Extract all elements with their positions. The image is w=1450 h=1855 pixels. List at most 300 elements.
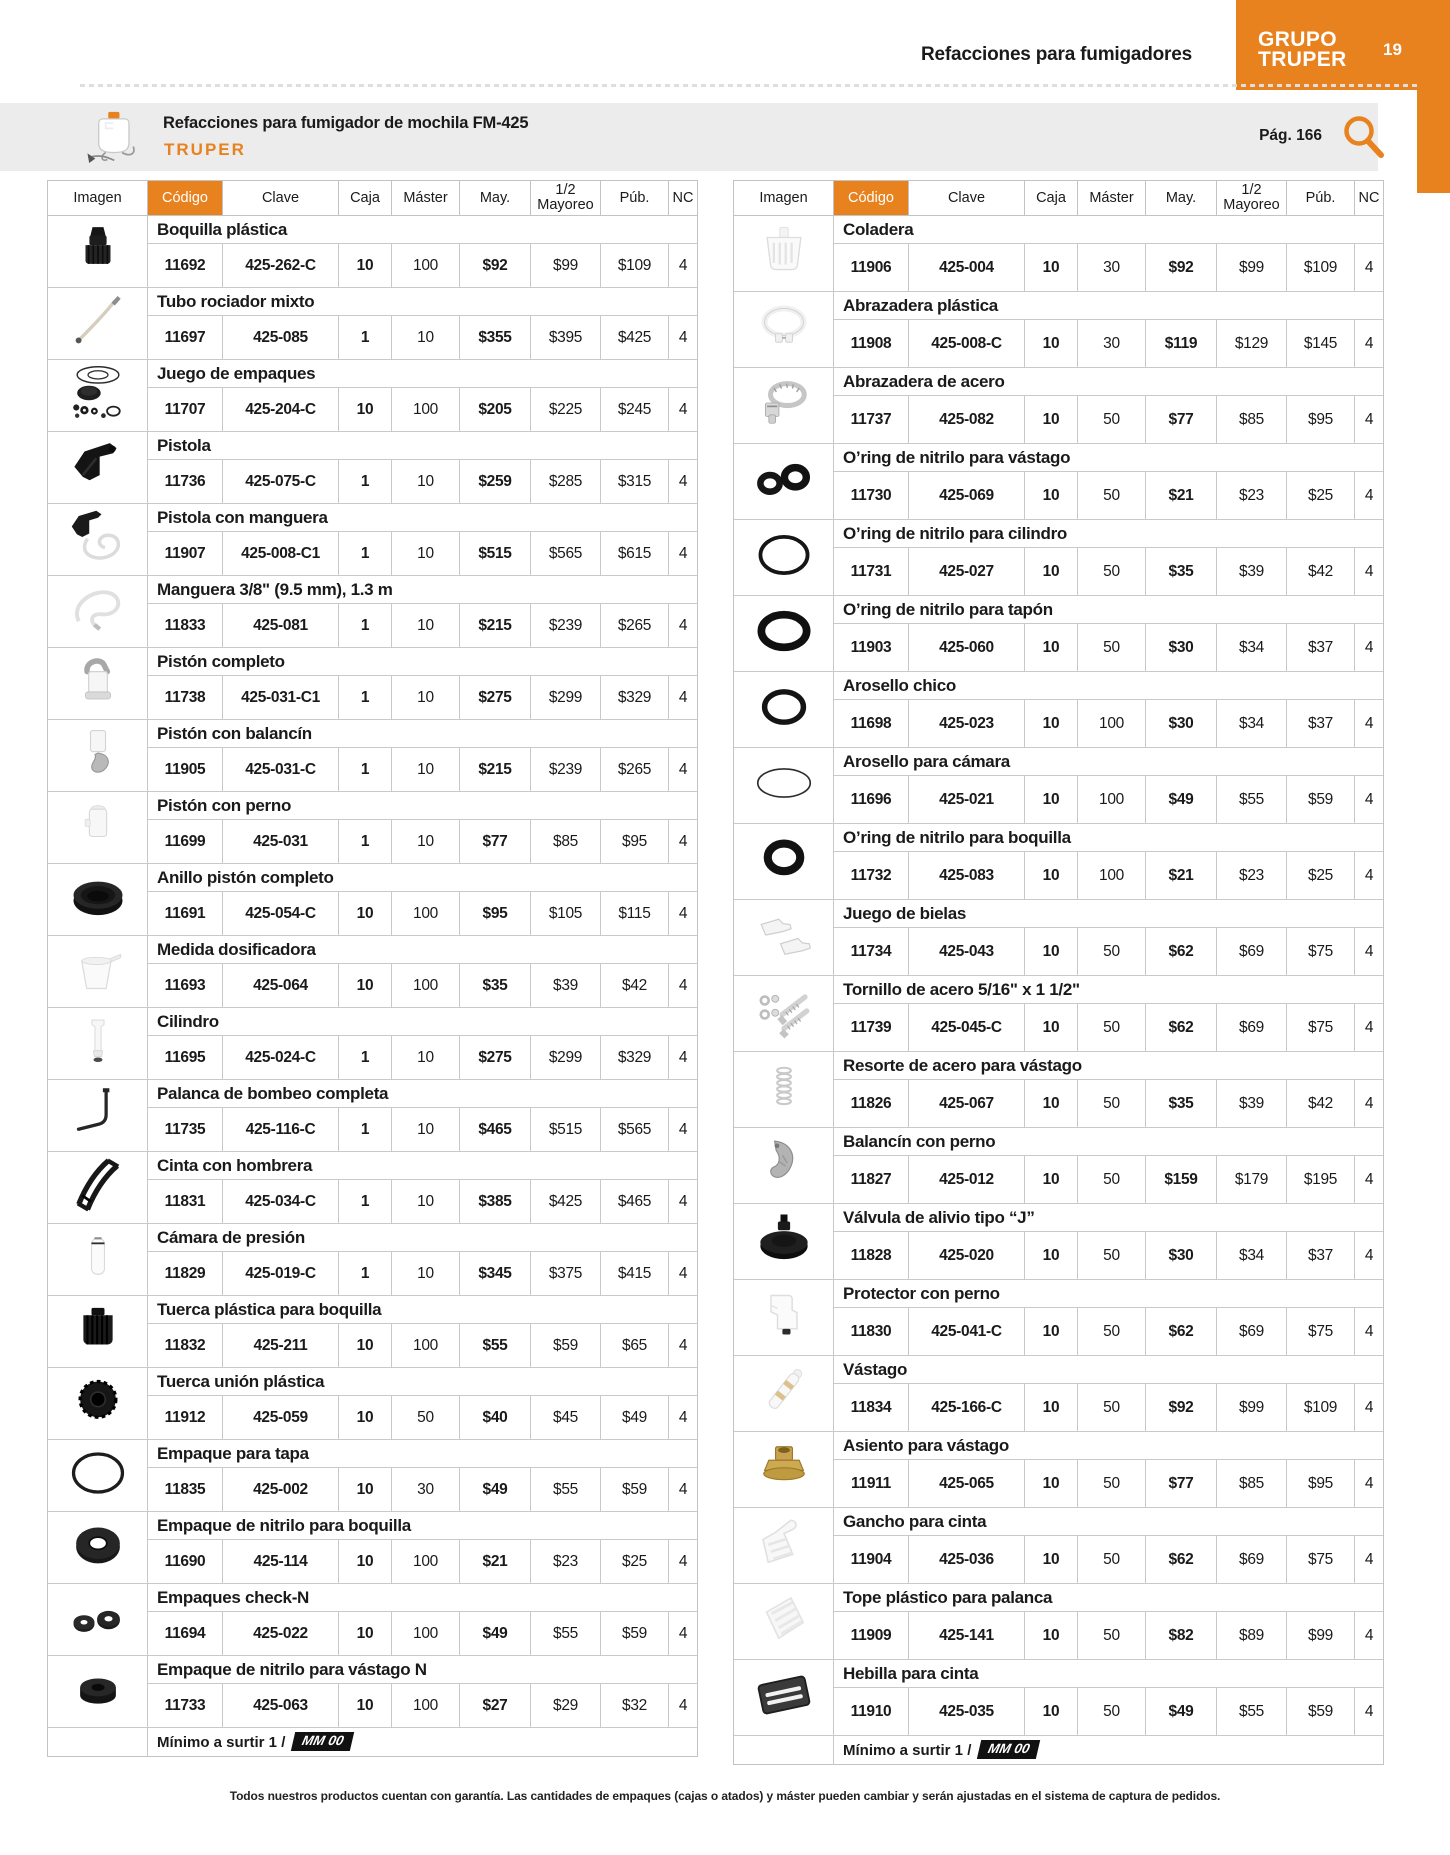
cell-master: 30 xyxy=(392,1468,460,1511)
rocker-arm-icon xyxy=(759,1138,809,1193)
footer-spacer xyxy=(734,1736,834,1764)
product-name: Balancín con perno xyxy=(834,1128,1383,1156)
product-name: Juego de empaques xyxy=(148,360,697,388)
product-data-row xyxy=(148,892,697,935)
table-row xyxy=(734,1052,1383,1128)
mm-badge-text: MM 00 xyxy=(986,1741,1032,1757)
cell-pub: $329 xyxy=(601,1036,669,1079)
table-row xyxy=(48,1584,697,1656)
cell-may: $40 xyxy=(460,1396,531,1439)
product-name: Cámara de presión xyxy=(148,1224,697,1252)
cylinder-icon xyxy=(74,1017,122,1070)
product-name: Tope plástico para palanca xyxy=(834,1584,1383,1612)
cell-code: 11697 xyxy=(148,316,223,359)
cell-master: 10 xyxy=(392,1036,460,1079)
cell-caja: 10 xyxy=(1025,472,1078,519)
cell-master: 100 xyxy=(392,388,460,431)
cell-master: 50 xyxy=(1078,1232,1146,1279)
product-name: O’ring de nitrilo para boquilla xyxy=(834,824,1383,852)
minimum-note-text: Mínimo a surtir 1 / xyxy=(843,1741,972,1759)
cell-may: $30 xyxy=(1146,1232,1217,1279)
table-row xyxy=(734,1356,1383,1432)
cell-mayoreo: $89 xyxy=(1217,1612,1287,1659)
product-image-cell xyxy=(48,360,148,431)
product-data-row xyxy=(834,700,1383,747)
column-header-imagen: Imagen xyxy=(734,181,834,215)
table-row xyxy=(734,1660,1383,1736)
cell-clave: 425-031 xyxy=(223,820,339,863)
product-image-cell xyxy=(734,1052,834,1127)
cell-nc: 4 xyxy=(678,976,688,994)
cell-nc: 4 xyxy=(1364,714,1374,732)
product-data-row xyxy=(834,1308,1383,1355)
product-name: Palanca de bombeo completa xyxy=(148,1080,697,1108)
product-info xyxy=(834,1660,1383,1735)
product-image-cell xyxy=(734,292,834,367)
cell-clave: 425-036 xyxy=(909,1536,1025,1583)
product-image-cell xyxy=(48,1008,148,1079)
product-image-cell xyxy=(734,596,834,671)
cell-master: 10 xyxy=(392,676,460,719)
product-data-row xyxy=(148,1684,697,1727)
cell-caja: 1 xyxy=(339,1108,392,1151)
cell-master: 10 xyxy=(392,460,460,503)
product-name: O’ring de nitrilo para tapón xyxy=(834,596,1383,624)
cell-code: 11833 xyxy=(148,604,223,647)
column-header-p-b: Púb. xyxy=(1287,181,1355,215)
cell-nc: 4 xyxy=(678,328,688,346)
column-header-m-ster: Máster xyxy=(1078,181,1146,215)
banner-brand: TRUPER xyxy=(164,140,246,159)
cell-code: 11690 xyxy=(148,1540,223,1583)
cell-master: 10 xyxy=(392,820,460,863)
gun-hose-icon xyxy=(70,509,126,570)
table-row xyxy=(48,1656,697,1728)
cell-may: $77 xyxy=(460,820,531,863)
cell-caja: 10 xyxy=(339,964,392,1007)
cell-clave: 425-081 xyxy=(223,604,339,647)
product-name: Pistola con manguera xyxy=(148,504,697,532)
stem-gasket-icon xyxy=(72,1663,124,1720)
table-row xyxy=(48,1512,697,1584)
cell-clave: 425-262-C xyxy=(223,244,339,287)
cell-may: $159 xyxy=(1146,1156,1217,1203)
strainer-icon xyxy=(757,224,811,283)
cell-caja: 10 xyxy=(1025,548,1078,595)
cell-caja: 1 xyxy=(339,1252,392,1295)
cell-code: 11911 xyxy=(834,1460,909,1507)
product-name: Tuerca unión plástica xyxy=(148,1368,697,1396)
cell-master: 30 xyxy=(1078,244,1146,291)
cell-pub: $109 xyxy=(601,244,669,287)
product-image-cell xyxy=(734,368,834,443)
product-data-row xyxy=(834,320,1383,367)
cell-master: 100 xyxy=(1078,776,1146,823)
table-row xyxy=(734,672,1383,748)
cell-code: 11695 xyxy=(148,1036,223,1079)
product-data-row xyxy=(148,964,697,1007)
product-name: Pistón con perno xyxy=(148,792,697,820)
strap-hook-icon xyxy=(756,1515,812,1576)
product-image-cell xyxy=(48,1296,148,1367)
product-name: Protector con perno xyxy=(834,1280,1383,1308)
table-row xyxy=(48,216,697,288)
cell-code: 11832 xyxy=(148,1324,223,1367)
cell-mayoreo: $299 xyxy=(531,676,601,719)
cell-code: 11699 xyxy=(148,820,223,863)
cell-clave: 425-060 xyxy=(909,624,1025,671)
column-header-nc: NC xyxy=(1358,189,1380,206)
cell-may: $205 xyxy=(460,388,531,431)
cell-code: 11691 xyxy=(148,892,223,935)
product-image-cell xyxy=(48,792,148,863)
cell-pub: $25 xyxy=(1287,472,1355,519)
cell-caja: 10 xyxy=(339,1540,392,1583)
product-name: Arosello chico xyxy=(834,672,1383,700)
cell-clave: 425-075-C xyxy=(223,460,339,503)
cell-may: $55 xyxy=(460,1324,531,1367)
cell-clave: 425-043 xyxy=(909,928,1025,975)
product-info xyxy=(148,1296,697,1367)
cell-clave: 425-211 xyxy=(223,1324,339,1367)
cell-code: 11907 xyxy=(148,532,223,575)
table-row xyxy=(48,1368,697,1440)
cell-clave: 425-024-C xyxy=(223,1036,339,1079)
column-header-1-2-mayoreo: 1/2 Mayoreo xyxy=(1217,181,1287,215)
cell-nc: 4 xyxy=(678,1696,688,1714)
product-name: Tuerca plástica para boquilla xyxy=(148,1296,697,1324)
product-info xyxy=(148,1512,697,1583)
product-name: Juego de bielas xyxy=(834,900,1383,928)
cell-clave: 425-008-C1 xyxy=(223,532,339,575)
cell-clave: 425-002 xyxy=(223,1468,339,1511)
cell-may: $119 xyxy=(1146,320,1217,367)
page-number: 19 xyxy=(1383,40,1402,59)
magnifier-icon[interactable] xyxy=(1340,113,1386,161)
product-info xyxy=(148,1008,697,1079)
product-info xyxy=(148,1080,697,1151)
cell-pub: $145 xyxy=(1287,320,1355,367)
mm-badge-text: MM 00 xyxy=(300,1733,346,1749)
cell-mayoreo: $105 xyxy=(531,892,601,935)
table-row xyxy=(734,292,1383,368)
cell-pub: $329 xyxy=(601,676,669,719)
cell-pub: $195 xyxy=(1287,1156,1355,1203)
product-data-row xyxy=(148,388,697,431)
guarantee-note: Todos nuestros productos cuentan con garantía. Las cantidades de empaques (cajas o atados) y máster pueden cambiar y serán ajustadas en el sistema de captura de pedidos. xyxy=(229,1789,1221,1803)
cell-master: 50 xyxy=(1078,1688,1146,1735)
cell-mayoreo: $55 xyxy=(1217,1688,1287,1735)
cell-may: $345 xyxy=(460,1252,531,1295)
product-data-row xyxy=(834,1536,1383,1583)
table-row xyxy=(734,216,1383,292)
banner-title: Refacciones para fumigador de mochila FM-425 xyxy=(163,114,529,132)
cell-pub: $42 xyxy=(1287,548,1355,595)
product-data-row xyxy=(148,1396,697,1439)
cell-nc: 4 xyxy=(1364,1322,1374,1340)
product-image-cell xyxy=(734,1584,834,1659)
product-name: O’ring de nitrilo para vástago xyxy=(834,444,1383,472)
table-row xyxy=(48,792,697,864)
product-info xyxy=(148,792,697,863)
cell-code: 11904 xyxy=(834,1536,909,1583)
table-row xyxy=(734,444,1383,520)
cell-pub: $42 xyxy=(601,964,669,1007)
cell-nc: 4 xyxy=(1364,1550,1374,1568)
cell-nc: 4 xyxy=(1364,334,1374,352)
product-image-cell xyxy=(48,1512,148,1583)
cell-clave: 425-023 xyxy=(909,700,1025,747)
piston-pin-icon xyxy=(75,802,121,853)
cell-clave: 425-069 xyxy=(909,472,1025,519)
cell-caja: 1 xyxy=(339,676,392,719)
cell-caja: 10 xyxy=(339,244,392,287)
cell-nc: 4 xyxy=(678,400,688,418)
product-data-row xyxy=(834,1156,1383,1203)
spring-icon xyxy=(762,1059,806,1120)
product-image-cell xyxy=(734,976,834,1051)
cell-nc: 4 xyxy=(1364,790,1374,808)
steel-clamp-icon xyxy=(757,376,811,435)
protector-icon xyxy=(758,1289,810,1346)
pump-lever-icon xyxy=(72,1087,124,1144)
cell-clave: 425-008-C xyxy=(909,320,1025,367)
cell-mayoreo: $39 xyxy=(1217,548,1287,595)
cell-caja: 10 xyxy=(1025,1460,1078,1507)
product-data-row xyxy=(148,676,697,719)
product-image-cell xyxy=(48,216,148,287)
cell-pub: $615 xyxy=(601,532,669,575)
product-data-row xyxy=(148,604,697,647)
cell-clave: 425-141 xyxy=(909,1612,1025,1659)
cell-code: 11735 xyxy=(148,1108,223,1151)
cell-caja: 10 xyxy=(1025,852,1078,899)
small-ring-icon xyxy=(757,680,811,739)
cell-clave: 425-059 xyxy=(223,1396,339,1439)
cell-clave: 425-021 xyxy=(909,776,1025,823)
cell-mayoreo: $55 xyxy=(531,1468,601,1511)
cell-may: $215 xyxy=(460,748,531,791)
cell-code: 11733 xyxy=(148,1684,223,1727)
cell-master: 100 xyxy=(392,1540,460,1583)
cell-caja: 10 xyxy=(1025,1308,1078,1355)
cell-master: 50 xyxy=(1078,624,1146,671)
product-data-row xyxy=(834,1080,1383,1127)
cell-clave: 425-204-C xyxy=(223,388,339,431)
cell-mayoreo: $29 xyxy=(531,1684,601,1727)
cell-master: 10 xyxy=(392,1108,460,1151)
cell-nc: 4 xyxy=(1364,562,1374,580)
cell-nc: 4 xyxy=(678,760,688,778)
table-row xyxy=(734,520,1383,596)
product-image-cell xyxy=(48,1584,148,1655)
product-name: Cilindro xyxy=(148,1008,697,1036)
product-data-row xyxy=(148,1252,697,1295)
cell-clave: 425-004 xyxy=(909,244,1025,291)
column-header-1-2-mayoreo: 1/2 Mayoreo xyxy=(531,181,601,215)
cell-pub: $32 xyxy=(601,1684,669,1727)
cell-may: $92 xyxy=(1146,244,1217,291)
product-name: Abrazadera plástica xyxy=(834,292,1383,320)
cell-clave: 425-020 xyxy=(909,1232,1025,1279)
cell-code: 11903 xyxy=(834,624,909,671)
cell-nc: 4 xyxy=(1364,866,1374,884)
small-orings-icon xyxy=(756,451,812,512)
cell-clave: 425-035 xyxy=(909,1688,1025,1735)
product-info xyxy=(148,504,697,575)
cell-code: 11696 xyxy=(834,776,909,823)
nozzle-oring-icon xyxy=(758,833,810,890)
cell-mayoreo: $45 xyxy=(531,1396,601,1439)
cell-mayoreo: $99 xyxy=(1217,244,1287,291)
product-info xyxy=(148,432,697,503)
cell-pub: $99 xyxy=(1287,1612,1355,1659)
table-row xyxy=(48,720,697,792)
cell-may: $21 xyxy=(460,1540,531,1583)
cell-mayoreo: $85 xyxy=(1217,1460,1287,1507)
cell-caja: 10 xyxy=(1025,1232,1078,1279)
table-row xyxy=(48,864,697,936)
product-image-cell xyxy=(48,1656,148,1727)
cell-caja: 10 xyxy=(339,1324,392,1367)
cell-clave: 425-012 xyxy=(909,1156,1025,1203)
cell-pub: $37 xyxy=(1287,624,1355,671)
product-info xyxy=(834,520,1383,595)
cell-nc: 4 xyxy=(1364,638,1374,656)
product-data-row xyxy=(148,748,697,791)
cell-caja: 10 xyxy=(1025,700,1078,747)
cell-mayoreo: $39 xyxy=(531,964,601,1007)
backpack-sprayer-icon xyxy=(84,106,148,173)
cell-nc: 4 xyxy=(678,1192,688,1210)
cell-mayoreo: $565 xyxy=(531,532,601,575)
cell-code: 11736 xyxy=(148,460,223,503)
cell-clave: 425-085 xyxy=(223,316,339,359)
column-header-nc: NC xyxy=(672,189,694,206)
brass-seat-icon xyxy=(757,1440,811,1499)
parts-table-right xyxy=(733,180,1384,1765)
relief-valve-icon xyxy=(756,1211,812,1272)
cell-may: $35 xyxy=(1146,1080,1217,1127)
product-data-row xyxy=(834,1460,1383,1507)
product-info xyxy=(148,936,697,1007)
product-data-row xyxy=(148,460,697,503)
cell-code: 11828 xyxy=(834,1232,909,1279)
product-data-row xyxy=(148,244,697,287)
cell-may: $92 xyxy=(460,244,531,287)
column-header-may: May. xyxy=(1146,181,1217,215)
product-image-cell xyxy=(48,1224,148,1295)
footer-spacer xyxy=(48,1728,148,1756)
minimum-note xyxy=(834,1736,1039,1764)
cell-master: 10 xyxy=(392,604,460,647)
cell-caja: 1 xyxy=(339,604,392,647)
cell-caja: 10 xyxy=(1025,396,1078,443)
product-info xyxy=(834,824,1383,899)
cell-master: 100 xyxy=(392,892,460,935)
cell-mayoreo: $34 xyxy=(1217,624,1287,671)
cell-master: 10 xyxy=(392,748,460,791)
cell-may: $35 xyxy=(460,964,531,1007)
cell-clave: 425-083 xyxy=(909,852,1025,899)
cell-code: 11707 xyxy=(148,388,223,431)
table-row xyxy=(734,1432,1383,1508)
cell-may: $82 xyxy=(1146,1612,1217,1659)
column-header-caja: Caja xyxy=(1025,181,1078,215)
cell-code: 11905 xyxy=(148,748,223,791)
table-row xyxy=(48,1080,697,1152)
cell-mayoreo: $129 xyxy=(1217,320,1287,367)
cell-nc: 4 xyxy=(678,1480,688,1498)
table-row xyxy=(48,648,697,720)
cell-caja: 10 xyxy=(339,1396,392,1439)
cell-pub: $565 xyxy=(601,1108,669,1151)
table-row xyxy=(48,1296,697,1368)
product-image-cell xyxy=(48,504,148,575)
column-header-may: May. xyxy=(460,181,531,215)
cell-may: $92 xyxy=(1146,1384,1217,1431)
product-data-row xyxy=(148,316,697,359)
cell-mayoreo: $55 xyxy=(531,1612,601,1655)
cell-pub: $425 xyxy=(601,316,669,359)
cell-code: 11734 xyxy=(834,928,909,975)
cell-pub: $95 xyxy=(1287,396,1355,443)
table-row xyxy=(48,1008,697,1080)
cell-code: 11730 xyxy=(834,472,909,519)
cell-mayoreo: $285 xyxy=(531,460,601,503)
cell-nc: 4 xyxy=(678,1336,688,1354)
cell-master: 100 xyxy=(1078,700,1146,747)
product-info xyxy=(148,1224,697,1295)
product-info xyxy=(148,864,697,935)
product-name: Anillo pistón completo xyxy=(148,864,697,892)
product-info xyxy=(148,576,697,647)
cell-may: $515 xyxy=(460,532,531,575)
cell-code: 11831 xyxy=(148,1180,223,1223)
product-image-cell xyxy=(48,1368,148,1439)
product-info xyxy=(834,1508,1383,1583)
cell-nc: 4 xyxy=(678,688,688,706)
product-info xyxy=(148,1584,697,1655)
product-data-row xyxy=(834,1612,1383,1659)
cell-clave: 425-054-C xyxy=(223,892,339,935)
cell-pub: $25 xyxy=(1287,852,1355,899)
cell-nc: 4 xyxy=(678,616,688,634)
cell-mayoreo: $85 xyxy=(531,820,601,863)
cell-may: $465 xyxy=(460,1108,531,1151)
product-name: Empaques check-N xyxy=(148,1584,697,1612)
product-name: Manguera 3/8" (9.5 mm), 1.3 m xyxy=(148,576,697,604)
logo-line-2: TRUPER xyxy=(1258,47,1347,71)
cell-nc: 4 xyxy=(678,1624,688,1642)
cell-pub: $42 xyxy=(1287,1080,1355,1127)
cell-pub: $75 xyxy=(1287,1536,1355,1583)
product-data-row xyxy=(834,1688,1383,1735)
cell-caja: 1 xyxy=(339,1036,392,1079)
product-image-cell xyxy=(734,672,834,747)
cell-mayoreo: $239 xyxy=(531,748,601,791)
cell-may: $62 xyxy=(1146,1536,1217,1583)
product-data-row xyxy=(834,776,1383,823)
cell-master: 100 xyxy=(392,244,460,287)
cell-pub: $49 xyxy=(601,1396,669,1439)
cell-pub: $37 xyxy=(1287,1232,1355,1279)
cell-master: 10 xyxy=(392,532,460,575)
cell-code: 11698 xyxy=(834,700,909,747)
cell-master: 10 xyxy=(392,1180,460,1223)
table-header-row xyxy=(734,181,1383,216)
cell-may: $275 xyxy=(460,1036,531,1079)
